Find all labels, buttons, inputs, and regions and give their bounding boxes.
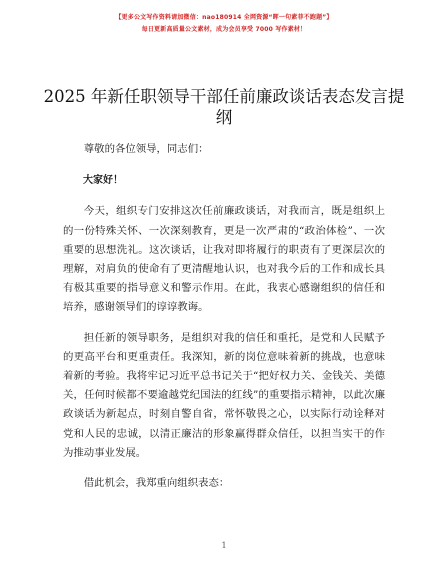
- document-body: [63, 140, 385, 493]
- document-title: 2025 年新任职领导干部任前廉政谈话表态发言提纲: [43, 87, 405, 127]
- salutation: 尊敬的各位领导，同志们：: [83, 143, 209, 155]
- paragraph-1: 今天，组织专门安排这次任前廉政谈话，对我而言，既是组织上的一份特殊关怀、一次深刻教育，更是一次严肃的“政治体检”、一次重要的思想洗礼。这次谈话，让我对即将履行的职责有了更深层次的理解，对肩负的使命有了更清醒地认识，也对我今后的工作和成长具有极其重要的指导意义和警示作用。在此，我衷心感谢组织的信任和培养，感谢领导们的谆谆教诲。: [63, 205, 385, 314]
- greeting: 大家好！: [83, 175, 123, 187]
- paragraph-2: 担任新的领导职务，是组织对我的信任和重托，是党和人民赋予的更高平台和更重责任。我深知，新的岗位意味着新的挑战，也意味着新的考验。我将牢记习近平总书记关于“把好权力关、金钱关、美德关，任何时候都不要逾越党纪国法的红线”的重要指示精神，以此次廉政谈话为新起点，时刻自警自省，常怀敬畏之心，以实际行动诠释对党和人民的忠诚，以清正廉洁的形象赢得群众信任，以担当实干的作为推动事业发展。: [63, 331, 385, 459]
- promo-banner-line-1: 【更多公文写作资料请加微信：nao180914 全网资源“晖一句素菲不跑题”】: [115, 14, 333, 21]
- promo-banner-line-2: 每日更新高质量公文素材，成为会员享受 7000 写作素材！: [141, 26, 307, 33]
- paragraph-3: 借此机会，我郑重向组织表态：: [83, 477, 230, 490]
- page-number: 1: [221, 541, 227, 550]
